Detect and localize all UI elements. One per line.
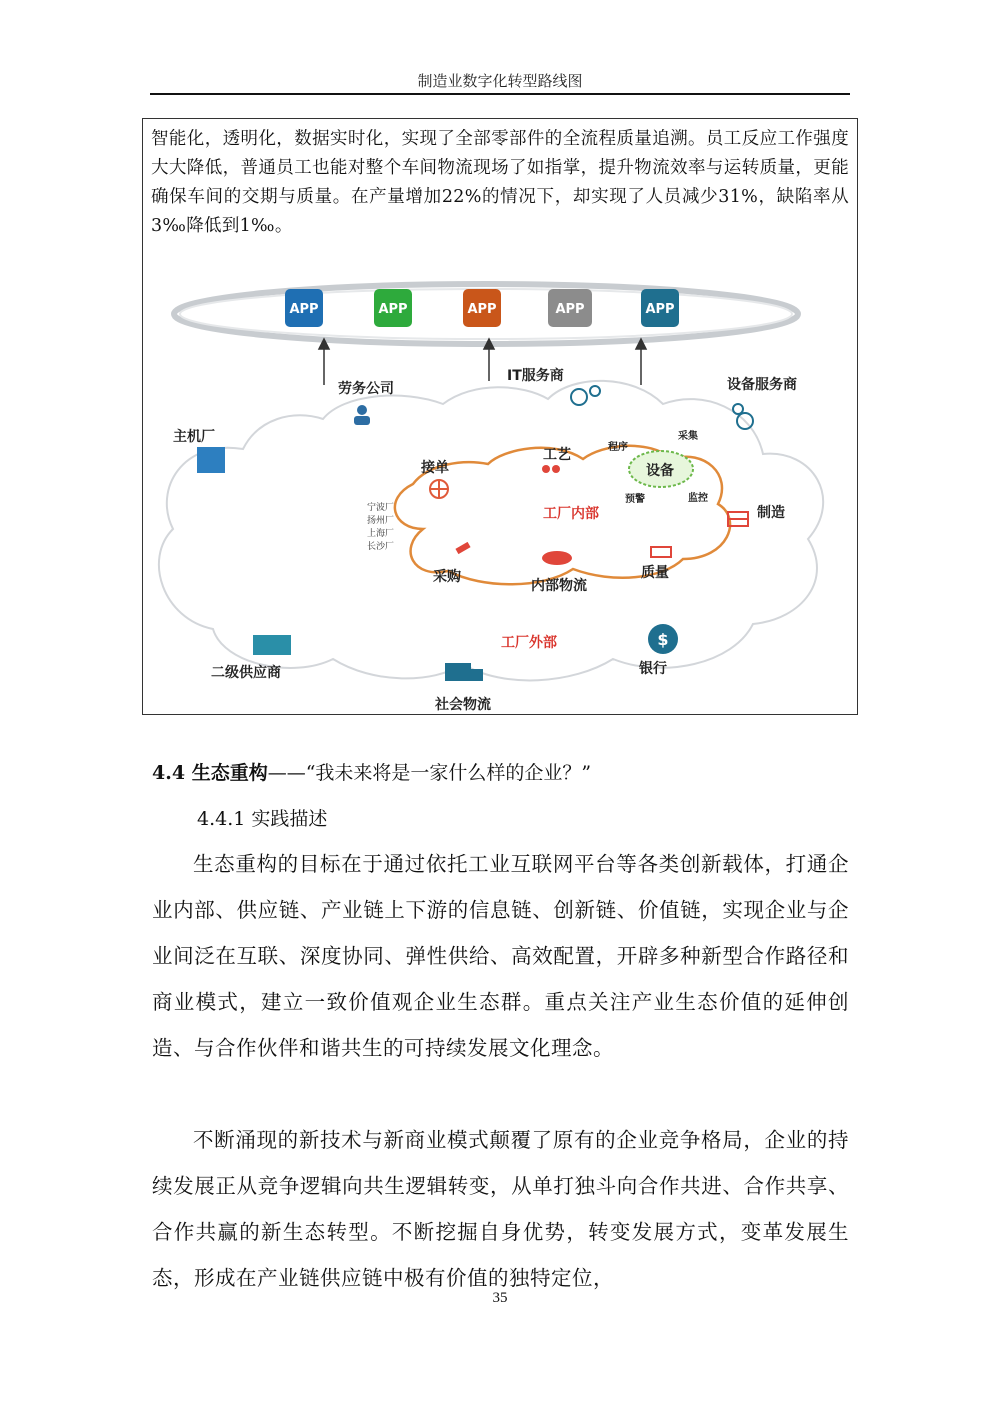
label-inner-logistics: 内部物流 xyxy=(531,578,587,594)
purchase-icon xyxy=(455,542,470,554)
section-dash: —— xyxy=(267,762,306,784)
label-factory-3: 上海厂 xyxy=(367,529,395,539)
app-tile-4-label: APP xyxy=(555,302,585,317)
supplier-factory-icon xyxy=(253,635,291,655)
app-tile-5-label: APP xyxy=(645,302,675,317)
label-it: IT服务商 xyxy=(507,368,564,384)
label-factory-outside: 工厂外部 xyxy=(501,635,557,651)
label-factory-2: 扬州厂 xyxy=(367,516,395,526)
label-supplier: 二级供应商 xyxy=(211,665,281,681)
label-collect: 采集 xyxy=(678,431,698,442)
label-bank: 银行 xyxy=(639,661,667,677)
it-service-icon xyxy=(571,386,600,405)
logistics-car-icon xyxy=(542,551,572,565)
app-tile-4 xyxy=(548,289,592,327)
svg-text:$: $ xyxy=(657,630,669,649)
label-factory-1: 宁波厂 xyxy=(367,503,395,513)
section-number: 4.4 xyxy=(152,762,186,784)
truck-icon xyxy=(445,663,483,681)
label-warning: 预警 xyxy=(625,494,645,505)
app-tile-1-label: APP xyxy=(289,302,319,317)
quality-icon xyxy=(651,547,671,557)
ecosystem-diagram xyxy=(143,119,859,716)
case-study-box xyxy=(142,118,858,715)
label-labor: 劳务公司 xyxy=(338,381,394,397)
app-tile-1 xyxy=(285,289,323,327)
label-oem: 主机厂 xyxy=(173,429,215,445)
label-craft: 工艺 xyxy=(543,447,571,463)
label-equip-service: 设备服务商 xyxy=(727,377,797,393)
label-social-logistics: 社会物流 xyxy=(435,697,491,713)
app-tile-3 xyxy=(463,289,501,327)
building-icon xyxy=(197,447,225,473)
label-device: 设备 xyxy=(646,463,674,479)
paragraph-1: 生态重构的目标在于通过依托工业互联网平台等各类创新载体，打通企业内部、供应链、产业链上下游的信息链、创新链、价值链，实现企业与企业间泛在互联、深度协同、弹性供给、高效配置，开辟多种新型合作路径和商业模式，建立一致价值观企业生态群。重点关注产业生态价值的延伸创造、与合作伙伴和谐共生的可持续发展文化理念。 xyxy=(152,852,849,1060)
craft-icon xyxy=(542,465,560,473)
app-tile-2-label: APP xyxy=(378,302,408,317)
order-icon xyxy=(430,480,448,498)
label-factory-4: 长沙厂 xyxy=(367,542,395,552)
label-manufacture: 制造 xyxy=(757,505,785,521)
page-number: 35 xyxy=(492,1290,508,1306)
case-study-text: 智能化，透明化，数据实时化，实现了全部零部件的全流程质量追溯。员工反应工作强度大大降低，普通员工也能对整个车间物流现场了如指掌，提升物流效率与运转质量，更能确保车间的交期与质量。在产量增加22%的情况下，却实现了人员减少31%，缺陷率从3‰降低到1‰。 xyxy=(151,129,849,236)
label-quality: 质量 xyxy=(641,565,669,581)
label-factory-inside: 工厂内部 xyxy=(543,506,599,522)
app-tile-3-label: APP xyxy=(467,302,497,317)
running-header: 制造业数字化转型路线图 xyxy=(417,72,583,90)
section-heading xyxy=(152,758,591,785)
label-purchase: 采购 xyxy=(433,569,461,585)
app-tile-5 xyxy=(641,289,679,327)
label-program: 程序 xyxy=(608,442,628,453)
labor-icon xyxy=(354,405,370,425)
label-monitor: 监控 xyxy=(688,493,708,504)
bank-icon xyxy=(648,624,678,654)
subsection-heading: 4.4.1 实践描述 xyxy=(197,808,328,830)
paragraph-2: 不断涌现的新技术与新商业模式颠覆了原有的企业竞争格局，企业的持续发展正从竞争逻辑向共生逻辑转变，从单打独斗向合作共进、合作共享、合作共赢的新生态转型。不断挖掘自身优势，转变发展方式，变革发展生态，形成在产业链供应链中极有价值的独特定位， xyxy=(152,1128,849,1290)
label-order: 接单 xyxy=(421,460,449,476)
section-title: 生态重构 xyxy=(191,762,268,784)
app-tile-2 xyxy=(374,289,412,327)
section-quote: “我未来将是一家什么样的企业？” xyxy=(305,762,592,784)
header-rule xyxy=(150,93,850,95)
